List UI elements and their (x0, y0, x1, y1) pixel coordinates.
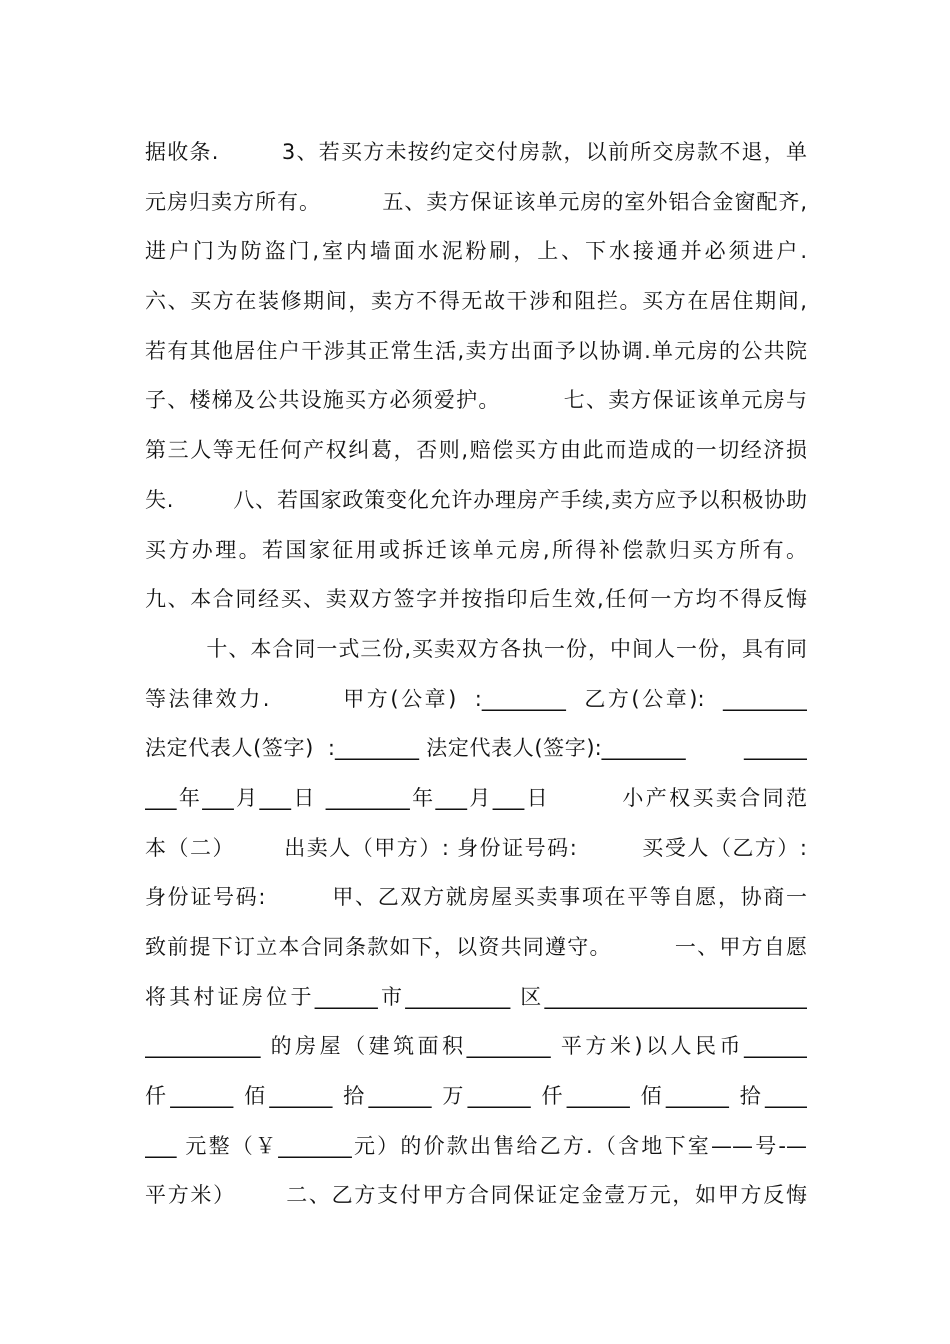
text-line: 买方办理。若国家征用或拆迁该单元房,所得补偿款归买方所有。 (145, 537, 807, 562)
text-line: 法定代表人(签字) :________ 法定代表人(签字):________ ______ (145, 736, 807, 761)
text-line: 子、楼梯及公共设施买方必须爱护。 七、卖方保证该单元房与 (145, 388, 807, 413)
text-line: 据收条. 3、若买方未按约定交付房款，以前所交房款不退，单 (145, 140, 807, 164)
text-line: ___年___月___日 ________年___月___日 小产权买卖合同范 (145, 785, 807, 810)
text-line: 平方米） 二、乙方支付甲方合同保证定金壹万元，如甲方反悔 (145, 1183, 807, 1208)
text-line: ___ 元整（￥_______元）的价款出售给乙方.（含地下室——号-— (145, 1133, 807, 1158)
text-line: 十、本合同一式三份,买卖双方各执一份，中间人一份，具有同 (145, 636, 807, 661)
text-line: 失. 八、若国家政策变化允许办理房产手续,卖方应予以积极协助 (145, 487, 807, 512)
text-line: 若有其他居住户干涉其正常生活,卖方出面予以协调.单元房的公共院 (145, 338, 807, 363)
contract-text-body (145, 128, 807, 1221)
text-line: 等法律效力. 甲方(公章) :________ 乙方(公章): ________ (145, 686, 807, 711)
text-line: 元房归卖方所有。 五、卖方保证该单元房的室外铝合金窗配齐, (145, 189, 807, 214)
text-line: 身份证号码: 甲、乙双方就房屋买卖事项在平等自愿，协商一 (145, 885, 807, 910)
text-line: 仟______ 佰______ 拾______ 万______ 仟______ 佰______ 拾____ (145, 1084, 807, 1109)
text-line: ___________ 的房屋（建筑面积________ 平方米)以人民币______ (145, 1034, 807, 1059)
text-line: 第三人等无任何产权纠葛，否则,赔偿买方由此而造成的一切经济损 (145, 438, 807, 463)
text-line: 九、本合同经买、卖双方签字并按指印后生效,任何一方均不得反悔 (145, 587, 807, 612)
text-line: 六、买方在装修期间，卖方不得无故干涉和阻拦。买方在居住期间, (145, 289, 807, 314)
text-line: 本（二） 出卖人（甲方）: 身份证号码: 买受人（乙方）: (145, 835, 807, 860)
text-line: 进户门为防盗门,室内墙面水泥粉刷，上、下水接通并必须进户. (145, 239, 807, 264)
text-line: 致前提下订立本合同条款如下，以资共同遵守。 一、甲方自愿 (145, 935, 807, 959)
text-line: 将其村证房位于______市__________ 区_________________________ (145, 984, 807, 1009)
